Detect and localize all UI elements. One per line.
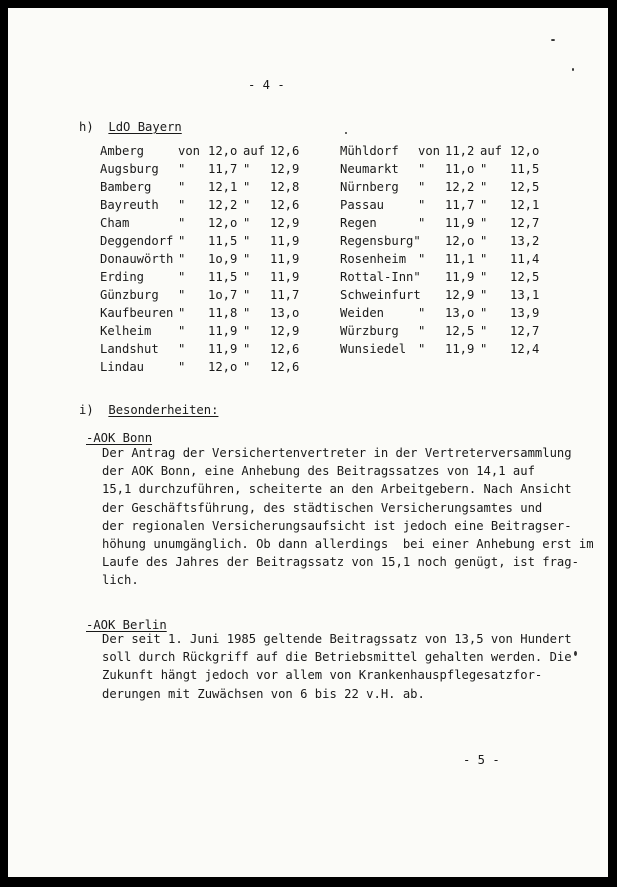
ditto-mark: "	[243, 216, 251, 230]
city-name: Amberg	[100, 144, 145, 158]
rate-from: 12,o	[208, 360, 238, 374]
ditto-mark: "	[480, 162, 488, 176]
city-name: Schweinfurt	[340, 288, 421, 302]
section-i-heading	[79, 401, 218, 419]
rate-to: 13,9	[510, 306, 540, 320]
rate-from: 11,7	[208, 162, 238, 176]
rate-from: 12,2	[445, 180, 475, 194]
city-name: Bayreuth	[100, 198, 159, 212]
city-name: Landshut	[100, 342, 159, 356]
section-h-title: LdO Bayern	[108, 120, 182, 134]
rate-to: 12,9	[270, 324, 300, 338]
ditto-mark: "	[418, 198, 426, 212]
ditto-mark: "	[480, 270, 488, 284]
rate-from: 12,1	[208, 180, 238, 194]
aok-berlin-heading: -AOK Berlin	[86, 618, 167, 632]
ditto-mark: "	[243, 252, 251, 266]
paragraph-line: derungen mit Zuwächsen von 6 bis 22 v.H. ab.	[102, 686, 425, 701]
rate-to: 11,4	[510, 252, 540, 266]
rate-to: 12,6	[270, 144, 300, 158]
paragraph-line: Der seit 1. Juni 1985 geltende Beitragssatz von 13,5 von Hundert	[102, 632, 572, 646]
rate-to: 12,8	[270, 180, 300, 194]
section-i-title: Besonderheiten:	[108, 403, 219, 417]
city-name: Bamberg	[100, 180, 152, 194]
ditto-mark: "	[243, 324, 251, 338]
scan-speck	[345, 132, 347, 134]
rate-from: 11,o	[445, 162, 475, 176]
ditto-mark: "	[178, 198, 186, 212]
city-name: Kelheim	[100, 324, 152, 338]
rate-from: 12,5	[445, 324, 475, 338]
ditto-mark: "	[480, 198, 488, 212]
paragraph-line: höhung unumgänglich. Ob dann allerdings bei einer Anhebung erst im	[102, 537, 594, 551]
ditto-mark: "	[418, 216, 426, 230]
rate-from: 11,1	[445, 252, 475, 266]
scan-speck	[572, 68, 574, 71]
rate-from: 11,9	[208, 342, 238, 356]
city-name: Regensburg"	[340, 234, 421, 248]
document-page	[8, 8, 608, 877]
rate-to: 12,6	[270, 342, 300, 356]
ditto-mark: "	[178, 306, 186, 320]
ditto-mark: von	[178, 144, 201, 158]
city-name: Rottal-Inn"	[340, 270, 421, 284]
rate-to: 12,9	[270, 216, 300, 230]
city-name: Günzburg	[100, 288, 159, 302]
rate-to: 12,7	[510, 216, 540, 230]
rate-to: 11,9	[270, 252, 300, 266]
ditto-mark: "	[418, 180, 426, 194]
ditto-mark: "	[178, 180, 186, 194]
ditto-mark: von	[418, 144, 441, 158]
city-name: Würzburg	[340, 324, 399, 338]
ditto-mark: "	[480, 252, 488, 266]
ditto-mark: "	[418, 324, 426, 338]
ditto-mark: "	[178, 360, 186, 374]
rate-to: 12,5	[510, 270, 540, 284]
city-name: Mühldorf	[340, 144, 399, 158]
city-name: Wunsiedel	[340, 342, 407, 356]
paragraph-line: der AOK Bonn, eine Anhebung des Beitragssatzes von 14,1 auf	[102, 464, 535, 479]
paragraph-line: der Geschäftsführung, des städtischen Versicherungsamtes und	[102, 500, 543, 515]
page-number-top: - 4 -	[248, 78, 285, 92]
ditto-mark: "	[418, 306, 426, 320]
ditto-mark: "	[480, 216, 488, 230]
rate-from: 11,7	[445, 198, 475, 212]
ditto-mark: "	[480, 234, 488, 248]
rate-to: 11,9	[270, 270, 300, 284]
city-name: Neumarkt	[340, 162, 399, 176]
ditto-mark: "	[178, 342, 186, 356]
rate-to: 12,6	[270, 360, 300, 374]
section-h-heading	[79, 118, 182, 136]
city-name: Kaufbeuren	[100, 306, 174, 320]
ditto-mark: "	[418, 342, 426, 356]
ditto-mark: "	[243, 234, 251, 248]
rate-from: 12,o	[208, 216, 238, 230]
rate-from: 13,o	[445, 306, 475, 320]
city-name: Cham	[100, 216, 130, 230]
rate-to: 12,4	[510, 342, 540, 356]
rate-from: 1o,9	[208, 252, 238, 266]
paragraph-line: Der Antrag der Versichertenvertreter in der Vertreterversammlung	[102, 446, 572, 460]
city-name: Passau	[340, 198, 385, 212]
city-name: Lindau	[100, 360, 145, 374]
ditto-mark: "	[418, 252, 426, 266]
ditto-mark: "	[243, 306, 251, 320]
rate-to: 12,7	[510, 324, 540, 338]
aok-bonn-heading: -AOK Bonn	[86, 431, 153, 445]
scan-speck	[574, 651, 577, 656]
rate-from: 11,9	[208, 324, 238, 338]
section-h-label: h)	[79, 120, 94, 134]
city-name: Weiden	[340, 306, 385, 320]
ditto-mark: "	[178, 234, 186, 248]
ditto-mark: "	[178, 270, 186, 284]
rate-from: 12,o	[445, 234, 475, 248]
city-name: Donauwörth	[100, 252, 174, 266]
rate-to: 11,5	[510, 162, 540, 176]
rate-from: 11,9	[445, 342, 475, 356]
page-number-bottom: - 5 -	[463, 753, 500, 767]
rate-to: 12,o	[510, 144, 540, 158]
city-name: Erding	[100, 270, 145, 284]
ditto-mark: "	[243, 162, 251, 176]
rate-to: 13,o	[270, 306, 300, 320]
rate-to: 12,1	[510, 198, 540, 212]
rate-from: 12,2	[208, 198, 238, 212]
ditto-mark: "	[480, 306, 488, 320]
city-name: Regen	[340, 216, 377, 230]
paragraph-line: Zukunft hängt jedoch vor allem von Krankenhauspflegesatzfor-	[102, 668, 543, 683]
paragraph-line: Laufe des Jahres der Beitragssatz von 15,1 noch genügt, ist frag-	[102, 555, 579, 570]
ditto-mark: "	[243, 342, 251, 356]
rate-from: 11,2	[445, 144, 475, 158]
ditto-mark: "	[243, 198, 251, 212]
rate-to: 12,5	[510, 180, 540, 194]
scan-speck	[551, 39, 555, 41]
ditto-mark: "	[178, 216, 186, 230]
ditto-mark: "	[480, 288, 488, 302]
rate-to: 13,1	[510, 288, 540, 302]
ditto-mark: "	[480, 342, 488, 356]
ditto-mark: "	[178, 288, 186, 302]
rate-from: 11,5	[208, 270, 238, 284]
city-name: Deggendorf	[100, 234, 174, 248]
ditto-mark: "	[178, 252, 186, 266]
ditto-mark: "	[480, 324, 488, 338]
city-name: Nürnberg	[340, 180, 399, 194]
ditto-mark: "	[178, 162, 186, 176]
rate-from: 12,9	[445, 288, 475, 302]
ditto-mark: "	[243, 180, 251, 194]
rate-to: 11,9	[270, 234, 300, 248]
rate-from: 11,8	[208, 306, 238, 320]
paragraph-line: 15,1 durchzuführen, scheiterte an den Arbeitgebern. Nach Ansicht	[102, 482, 572, 497]
rate-to: 13,2	[510, 234, 540, 248]
paragraph-line: lich.	[102, 573, 139, 588]
paragraph-line: der regionalen Versicherungsaufsicht ist jedoch eine Beitragser-	[102, 518, 572, 533]
ditto-mark: auf	[480, 144, 503, 158]
ditto-mark: "	[178, 324, 186, 338]
ditto-mark: auf	[243, 144, 266, 158]
ditto-mark: "	[243, 360, 251, 374]
paragraph-line: soll durch Rückgriff auf die Betriebsmittel gehalten werden. Die	[102, 650, 572, 665]
ditto-mark: "	[480, 180, 488, 194]
ditto-mark: "	[243, 288, 251, 302]
rate-to: 12,6	[270, 198, 300, 212]
city-name: Rosenheim	[340, 252, 407, 266]
section-i-label: i)	[79, 403, 94, 417]
rate-from: 12,o	[208, 144, 238, 158]
rate-from: 11,9	[445, 270, 475, 284]
rate-to: 12,9	[270, 162, 300, 176]
rate-to: 11,7	[270, 288, 300, 302]
city-name: Augsburg	[100, 162, 159, 176]
rate-from: 11,9	[445, 216, 475, 230]
ditto-mark: "	[418, 162, 426, 176]
ditto-mark: "	[243, 270, 251, 284]
rate-from: 11,5	[208, 234, 238, 248]
rate-from: 1o,7	[208, 288, 238, 302]
